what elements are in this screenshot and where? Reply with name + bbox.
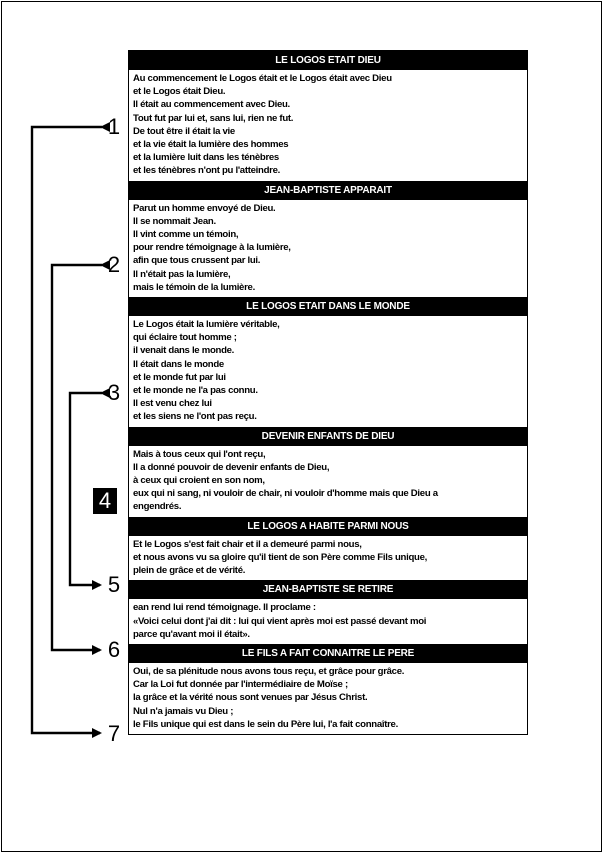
text-line: Il a donné pouvoir de devenir enfants de Dieu, (133, 461, 330, 473)
section-title: JEAN-BAPTISTE SE RETIRE (129, 580, 527, 599)
section-jean-baptiste-apparait (129, 181, 527, 297)
text-line: Il vint comme un témoin, (133, 229, 239, 241)
section-fils-fait-connaitre-pere (129, 644, 527, 734)
section-title: LE LOGOS ETAIT DANS LE MONDE (129, 297, 527, 316)
section-title: LE LOGOS ETAIT DIEU (129, 51, 527, 70)
text-line: et nous avons vu sa gloire qu'il tient de son Père comme Fils unique, (133, 551, 427, 563)
text-line: la grâce et la vérité nous sont venues par Jésus Christ. (133, 692, 368, 704)
text-line: Oui, de sa plénitude nous avons tous reçu, et grâce pour grâce. (133, 665, 405, 677)
marker-7: 7 (107, 721, 121, 746)
marker-3: 3 (107, 380, 121, 405)
section-logos-dans-le-monde (129, 297, 527, 427)
marker-2: 2 (107, 252, 121, 277)
text-line: Parut un homme envoyé de Dieu. (133, 202, 276, 214)
text-line: qui éclaire tout homme ; (133, 332, 237, 344)
text-line: Car la Loi fut donnée par l'intermédiaire de Moïse ; (133, 679, 348, 691)
text-line: et la vie était la lumière des hommes (133, 139, 289, 151)
section-logos-habite-parmi-nous (129, 517, 527, 581)
marker-6: 6 (107, 637, 121, 662)
text-line: pour rendre témoignage à la lumière, (133, 242, 291, 254)
section-title: JEAN-BAPTISTE APPARAIT (129, 181, 527, 200)
text-line: le Fils unique qui est dans le sein du Père lui, l'a fait connaître. (133, 718, 398, 730)
marker-4-highlighted: 4 (93, 488, 117, 514)
text-line: et les ténèbres n'ont pu l'atteindre. (133, 165, 280, 177)
text-line: ean rend lui rend témoignage. Il proclame : (133, 602, 316, 614)
arrow-2-6 (52, 265, 102, 650)
section-devenir-enfants-de-dieu (129, 427, 527, 517)
text-line: De tout être il était la vie (133, 125, 235, 137)
text-line: afin que tous crussent par lui. (133, 255, 261, 267)
text-line: et la lumière luit dans les ténèbres (133, 152, 279, 164)
text-line: Il se nommait Jean. (133, 215, 216, 227)
marker-5: 5 (107, 572, 121, 597)
arrow-1-7 (32, 127, 102, 733)
text-line: Le Logos était la lumière véritable, (133, 319, 280, 331)
text-line: Et le Logos s'est fait chair et il a demeuré parmi nous, (133, 538, 362, 550)
section-title: DEVENIR ENFANTS DE DIEU (129, 427, 527, 446)
text-line: «Voici celui dont j'ai dit : lui qui vient après moi est passé devant moi (133, 615, 427, 627)
text-line: Il n'était pas la lumière, (133, 268, 231, 280)
text-line: Mais à tous ceux qui l'ont reçu, (133, 448, 266, 460)
section-text (129, 599, 527, 644)
marker-1: 1 (107, 114, 121, 139)
section-text (129, 200, 527, 297)
section-logos-etait-dieu (129, 51, 527, 181)
text-line: à ceux qui croient en son nom, (133, 475, 265, 487)
section-text (129, 446, 527, 517)
text-line: Nul n'a jamais vu Dieu ; (133, 705, 234, 717)
text-line: Il est venu chez lui (133, 398, 212, 410)
text-line: eux qui ni sang, ni vouloir de chair, ni vouloir d'homme mais que Dieu a (133, 488, 438, 500)
text-line: parce qu'avant moi il était». (133, 628, 250, 640)
text-line: mais le témoin de la lumière. (133, 281, 255, 293)
section-title: LE LOGOS A HABITE PARMI NOUS (129, 517, 527, 536)
text-line: Au commencement le Logos était et le Logos était avec Dieu (133, 73, 392, 84)
text-line: et le Logos était Dieu. (133, 86, 226, 98)
text-line: engendrés. (133, 501, 182, 513)
text-line: et le monde ne l'a pas connu. (133, 385, 258, 397)
text-line: il venait dans le monde. (133, 345, 235, 357)
text-line: Il était au commencement avec Dieu. (133, 99, 290, 111)
section-text (129, 663, 527, 734)
section-jean-baptiste-se-retire (129, 580, 527, 644)
text-line: et les siens ne l'ont pas reçu. (133, 411, 257, 423)
section-text (129, 536, 527, 581)
section-text (129, 70, 527, 181)
text-line: et le monde fut par lui (133, 371, 226, 383)
text-column (128, 50, 528, 735)
text-line: plein de grâce et de vérité. (133, 565, 246, 577)
section-text (129, 316, 527, 427)
section-title: LE FILS A FAIT CONNAITRE LE PERE (129, 644, 527, 663)
text-line: Il était dans le monde (133, 358, 224, 370)
text-line: Tout fut par lui et, sans lui, rien ne fut. (133, 112, 294, 124)
